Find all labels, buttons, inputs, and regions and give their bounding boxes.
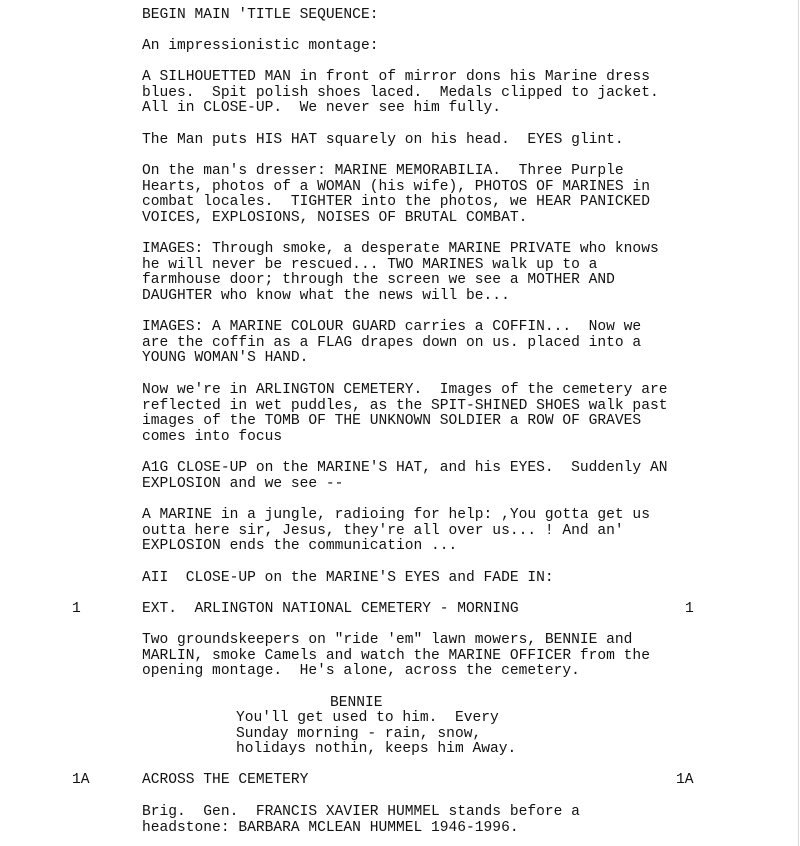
groundskeepers-paragraph: Two groundskeepers on "ride 'em" lawn mowers, BENNIE and MARLIN, smoke Camels and watch the MARINE OFFICER from the opening montage. He's alone, across the cemetery. <box>142 632 650 680</box>
scene-number-right: 1A <box>676 772 694 788</box>
images-paragraph-2: IMAGES: A MARINE COLOUR GUARD carries a COFFIN... Now we are the coffin as a FLAG drapes down on us. placed into a YOUNG WOMAN'S HAND. <box>142 319 642 367</box>
hummel-paragraph: Brig. Gen. FRANCIS XAVIER HUMMEL stands before a headstone: BARBARA MCLEAN HUMMEL 1946-1996. <box>142 804 580 836</box>
a1g-paragraph: A1G CLOSE-UP on the MARINE'S HAT, and his EYES. Suddenly AN EXPLOSION and we see -- <box>142 460 668 492</box>
jungle-paragraph: A MARINE in a jungle, radioing for help: ,You gotta get us outta here sir, Jesus, they're all over us... ! And an' EXPLOSION ends the communication ... <box>142 507 650 555</box>
scene-heading: EXT. ARLINGTON NATIONAL CEMETERY - MORNING <box>142 601 519 617</box>
arlington-paragraph: Now we're in ARLINGTON CEMETERY. Images of the cemetery are reflected in wet puddles, as the SPIT-SHINED SHOES walk past images of the TOMB OF THE UNKNOWN SOLDIER a ROW OF GRAVES comes into focus <box>142 382 668 445</box>
dialogue: You'll get used to him. Every Sunday morning - rain, snow, holidays nothin, keeps him Away. <box>236 710 517 758</box>
begin-title-line: BEGIN MAIN 'TITLE SEQUENCE: <box>142 7 379 23</box>
hat-line: The Man puts HIS HAT squarely on his head. EYES glint. <box>142 132 624 148</box>
aii-line: AII CLOSE-UP on the MARINE'S EYES and FADE IN: <box>142 570 554 586</box>
scene-heading: ACROSS THE CEMETERY <box>142 772 309 788</box>
scene-number-right: 1 <box>685 601 694 617</box>
silhouetted-paragraph: A SILHOUETTED MAN in front of mirror dons his Marine dress blues. Spit polish shoes laced. Medals clipped to jacket. All in CLOSE-UP. We never see him fully. <box>142 69 659 117</box>
dresser-paragraph: On the man's dresser: MARINE MEMORABILIA. Three Purple Hearts, photos of a WOMAN (his wife), PHOTOS OF MARINES in combat locales. TIGHTER into the photos, we HEAR PANICKED VOICES, EXPLOSIONS, NOISES OF BRUTAL COMBAT. <box>142 163 650 226</box>
page-edge <box>798 0 799 846</box>
character-name: BENNIE <box>330 695 383 711</box>
scene-number-left: 1A <box>72 772 90 788</box>
impressionistic-line: An impressionistic montage: <box>142 38 379 54</box>
scene-number-left: 1 <box>72 601 81 617</box>
images-paragraph-1: IMAGES: Through smoke, a desperate MARINE PRIVATE who knows he will never be rescued... TWO MARINES walk up to a farmhouse door; through the screen we see a MOTHER AND DAUGHTER who know what the news will be... <box>142 241 659 304</box>
